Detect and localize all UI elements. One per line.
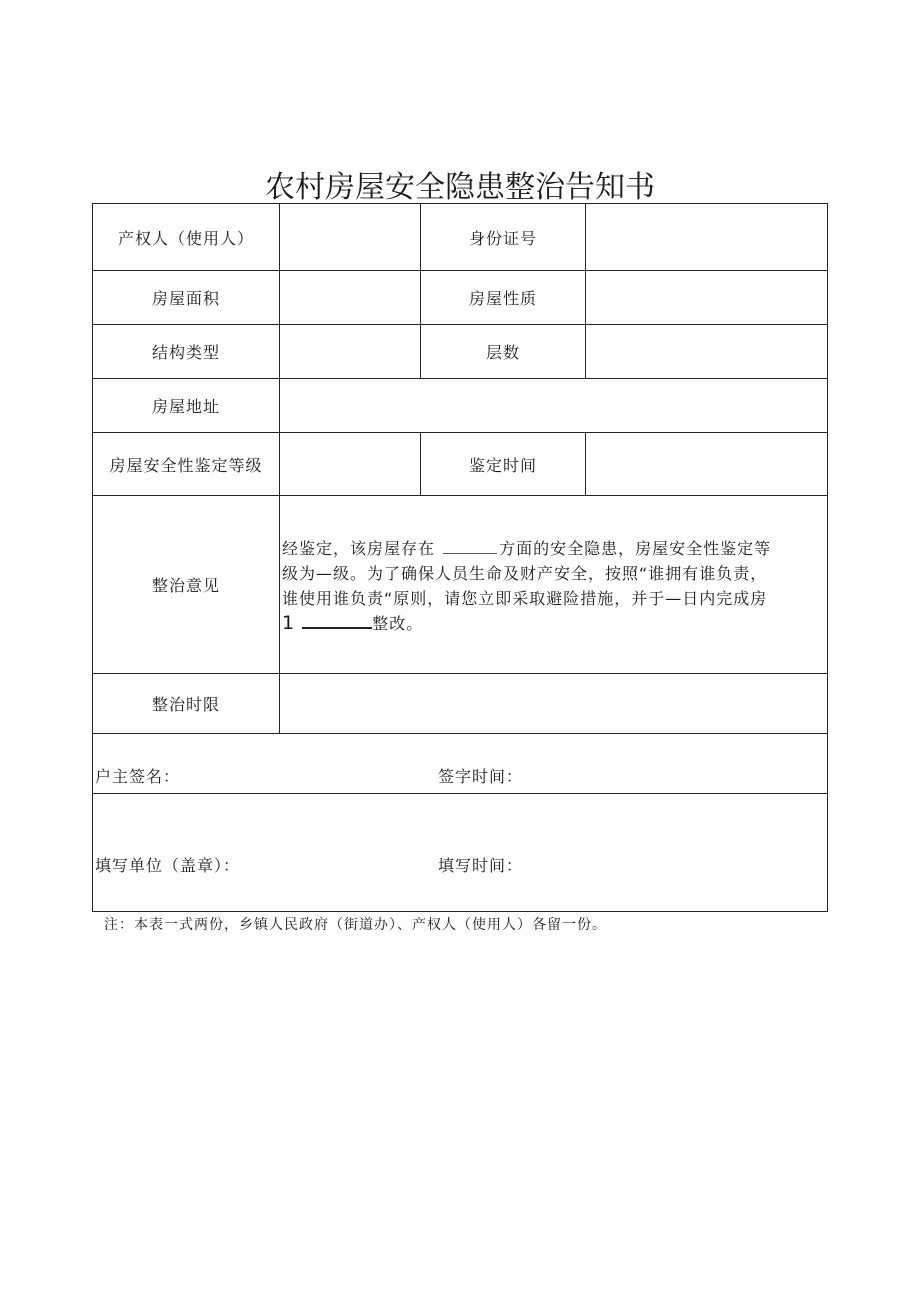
opinion-line-2: 级为—级。为了确保人员生命及财产安全，按照“谁拥有谁负责， [282, 564, 768, 583]
appraisal-time-label: 鉴定时间 [421, 433, 586, 496]
filling-time-label: 填写时间： [438, 855, 524, 875]
id-number-field[interactable] [586, 204, 828, 271]
form-row-structure [93, 325, 828, 379]
structure-type-label: 结构类型 [93, 325, 280, 379]
form-row-unit [93, 794, 828, 912]
page-title: 农村房屋安全隐患整治告知书 [265, 170, 655, 205]
opinion-number: 1 [282, 612, 295, 634]
owner-signature-cell[interactable] [93, 734, 828, 794]
form-row-area [93, 271, 828, 325]
house-address-label: 房屋地址 [93, 379, 280, 433]
rectification-opinion-text [280, 496, 828, 674]
opinion-line-1-end: 方面的安全隐患，房屋安全性鉴定等 [499, 539, 772, 558]
safety-grade-label: 房屋安全性鉴定等级 [93, 433, 280, 496]
structure-type-field[interactable] [280, 325, 421, 379]
form-row-address [93, 379, 828, 433]
form-row-owner-signature [93, 734, 828, 794]
opinion-line-1-start: 经鉴定，该房屋存在 [282, 539, 436, 558]
appraisal-time-field[interactable] [586, 433, 828, 496]
opinion-line-3: 谁使用谁负责“原则，请您立即采取避险措施，并于—日内完成房 [282, 589, 768, 608]
house-nature-label: 房屋性质 [421, 271, 586, 325]
form-row-deadline [93, 674, 828, 734]
form-row-owner [93, 204, 828, 271]
rectify-blank[interactable] [302, 611, 372, 629]
owner-signature-label: 户主签名： [95, 766, 181, 786]
form-row-grade [93, 433, 828, 496]
safety-grade-field[interactable] [280, 433, 421, 496]
opinion-line-4 [282, 611, 825, 636]
house-address-field[interactable] [280, 379, 828, 433]
rectification-deadline-field[interactable] [280, 674, 828, 734]
form-row-opinion [93, 496, 828, 674]
rectification-deadline-label: 整治时限 [93, 674, 280, 734]
owner-field[interactable] [280, 204, 421, 271]
owner-label: 产权人（使用人） [93, 204, 280, 271]
floors-label: 层数 [421, 325, 586, 379]
notice-form-table [92, 203, 828, 912]
rectification-opinion-label: 整治意见 [93, 496, 280, 674]
house-area-field[interactable] [280, 271, 421, 325]
unit-signature-cell[interactable] [93, 794, 828, 912]
house-nature-field[interactable] [586, 271, 828, 325]
house-area-label: 房屋面积 [93, 271, 280, 325]
id-number-label: 身份证号 [421, 204, 586, 271]
opinion-line-1 [282, 536, 825, 561]
floors-field[interactable] [586, 325, 828, 379]
hazard-blank[interactable] [443, 539, 497, 554]
filling-unit-label: 填写单位（盖章）： [95, 855, 241, 875]
opinion-line-4-end: 整改。 [372, 614, 424, 633]
footnote: 注：本表一式两份，乡镇人民政府（街道办）、产权人（使用人）各留一份。 [104, 917, 607, 933]
signature-time-label: 签字时间： [438, 766, 524, 786]
